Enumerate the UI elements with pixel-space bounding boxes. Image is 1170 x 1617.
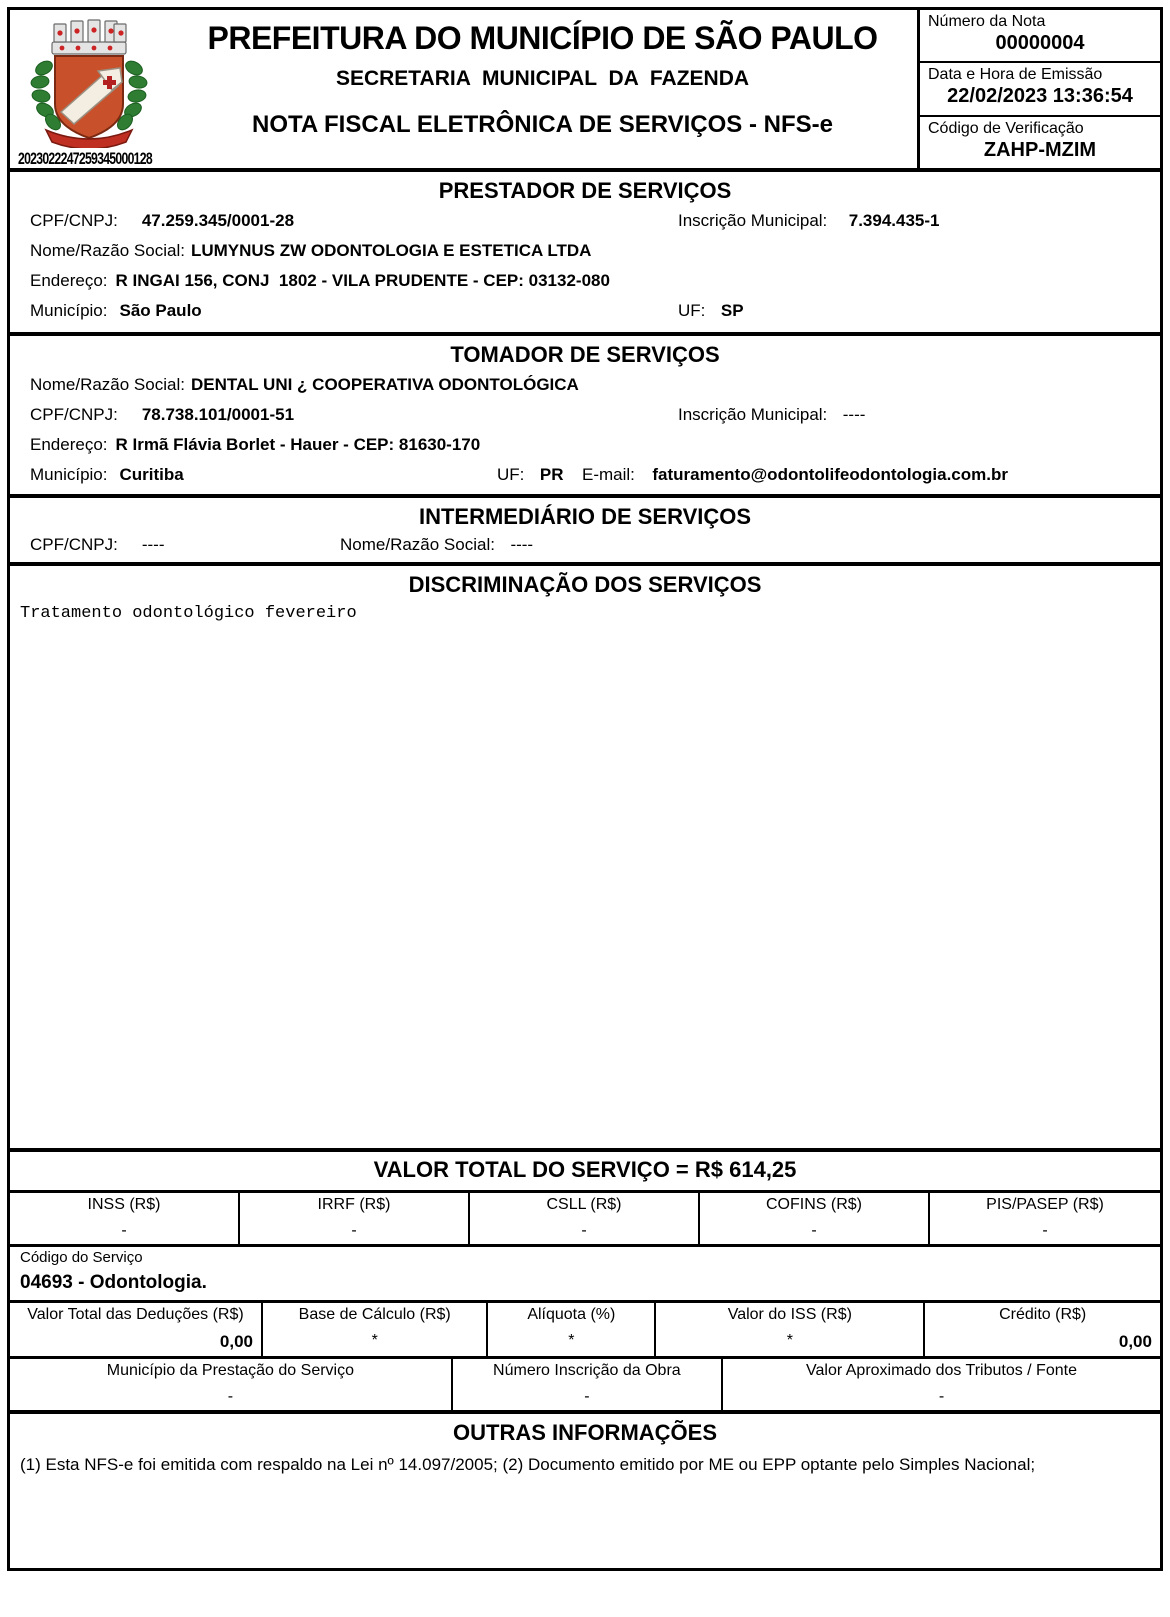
prestador-uf-value: SP [720,301,744,320]
municipio-prestacao-value: - [227,1388,234,1405]
tomador-cpf-label: CPF/CNPJ: [30,405,118,424]
municipio-prestacao-label: Município da Prestação do Serviço [106,1362,354,1379]
tax-pispasep-label: PIS/PASEP (R$) [986,1196,1104,1213]
prestador-im-label: Inscrição Municipal: [678,211,828,230]
tax-inss-label: INSS (R$) [87,1196,161,1213]
tax-cofins-value: - [811,1222,817,1239]
aliquota-label: Alíquota (%) [527,1306,616,1323]
tomador-cpf-row [10,400,1160,430]
tomador-im-label: Inscrição Municipal: [678,405,828,424]
prestador-endereco-value: R INGAI 156, CONJ 1802 - VILA PRUDENTE - CEP: 03132-080 [115,271,610,290]
tax-pispasep-value: - [1042,1222,1048,1239]
tax-csll-label: CSLL (R$) [546,1196,622,1213]
tomador-uf-label: UF: [497,465,525,484]
prestador-cpf-row [10,206,1160,236]
prestador-endereco-label: Endereço: [30,271,108,290]
tax-cell-inss [10,1193,240,1244]
base-calculo-cell [263,1303,488,1356]
tomador-cpf-value: 78.738.101/0001-51 [141,405,295,424]
intermediario-nome-value: ---- [510,535,534,554]
tax-csll-value: - [581,1222,587,1239]
tomador-municipio-label: Município: [30,465,108,484]
valor-total-line: VALOR TOTAL DO SERVIÇO = R$ 614,25 [10,1152,1160,1193]
tributos-fonte-label: Valor Aproximado dos Tributos / Fonte [806,1362,1077,1379]
header-subtitle: SECRETARIA MUNICIPAL DA FAZENDA [335,67,750,90]
nota-number-value: 00000004 [995,32,1085,54]
tomador-section [10,336,1160,498]
verification-code-label: Código de Verificação [928,119,1084,137]
outras-informacoes-section [10,1410,1160,1568]
tomador-email-label: E-mail: [582,465,635,484]
tomador-nome-value: DENTAL UNI ¿ COOPERATIVA ODONTOLÓGICA [190,375,579,394]
tomador-nome-row [10,370,1160,400]
credito-cell [925,1303,1160,1356]
tax-table [10,1193,1160,1247]
tomador-im-value: ---- [842,405,866,424]
aliquota-value: * [568,1332,575,1349]
tomador-nome-label: Nome/Razão Social: [30,375,185,394]
tax-irrf-value: - [351,1222,357,1239]
aliquota-cell [488,1303,656,1356]
valor-iss-label: Valor do ISS (R$) [727,1306,852,1323]
credito-label: Crédito (R$) [999,1306,1087,1323]
nota-number-label: Número da Nota [928,13,1046,30]
emission-datetime-box [920,63,1160,116]
prestador-im-value: 7.394.435-1 [848,211,940,230]
document-title: NOTA FISCAL ELETRÔNICA DE SERVIÇOS - NFS-e [252,111,833,138]
tax-inss-value: - [121,1222,127,1239]
tomador-endereco-value: R Irmã Flávia Borlet - Hauer - CEP: 81630-170 [115,435,481,454]
inscricao-obra-cell [453,1359,723,1410]
prestador-title: PRESTADOR DE SERVIÇOS [438,178,732,203]
prestador-uf-label: UF: [678,301,706,320]
intermediario-title: INTERMEDIÁRIO DE SERVIÇOS [418,504,752,529]
header-titles [168,10,917,168]
prestador-cpf-label: CPF/CNPJ: [30,211,118,230]
emission-datetime-label: Data e Hora de Emissão [928,66,1103,84]
base-calculo-value: * [371,1332,378,1349]
outras-informacoes-title: OUTRAS INFORMAÇÕES [453,1420,717,1445]
verification-code-value: ZAHP-MZIM [983,138,1097,161]
discriminacao-text: Tratamento odontológico fevereiro [20,604,357,623]
outras-informacoes-text: (1) Esta NFS-e foi emitida com respaldo na Lei nº 14.097/2005; (2) Documento emitido por ME ou EPP optante pelo Simples Nacional; [20,1455,1036,1474]
deducoes-table [10,1303,1160,1359]
tax-irrf-label: IRRF (R$) [317,1196,391,1213]
tomador-uf-value: PR [539,465,564,484]
tax-cell-pispasep [930,1193,1160,1244]
valor-iss-value: * [786,1332,793,1349]
deducoes-cell [10,1303,263,1356]
prestador-nome-label: Nome/Razão Social: [30,241,185,260]
credito-value: 0,00 [1118,1332,1152,1351]
logo-area [10,10,168,168]
codigo-servico-box [10,1247,1160,1303]
discriminacao-title: DISCRIMINAÇÃO DOS SERVIÇOS [408,572,762,597]
tomador-municipio-value: Curitiba [119,465,184,484]
deducoes-label: Valor Total das Deduções (R$) [27,1306,244,1323]
intermediario-cpf-row [10,532,1160,560]
municipio-prestacao-table [10,1359,1160,1410]
tomador-email-value: faturamento@odontolifeodontologia.com.br [652,465,1008,484]
tax-cell-csll [470,1193,700,1244]
header-left [10,10,917,168]
deducoes-value: 0,00 [219,1332,253,1351]
codigo-servico-value: 04693 - Odontologia. [20,1272,207,1293]
prestador-section [10,172,1160,336]
tax-cell-irrf [240,1193,470,1244]
nfse-document [7,7,1163,1571]
prestador-endereco-row [10,266,1160,296]
tomador-endereco-label: Endereço: [30,435,108,454]
tributos-fonte-cell [723,1359,1160,1410]
tomador-municipio-row [10,460,1160,490]
inscricao-obra-label: Número Inscrição da Obra [493,1362,681,1379]
inscricao-obra-value: - [584,1388,590,1405]
tomador-title: TOMADOR DE SERVIÇOS [450,342,720,367]
intermediario-nome-label: Nome/Razão Social: [340,535,495,554]
tax-cofins-label: COFINS (R$) [766,1196,862,1213]
prestador-nome-value: LUMYNUS ZW ODONTOLOGIA E ESTETICA LTDA [190,241,592,260]
sao-paulo-coat-of-arms-icon [28,16,150,148]
prestador-cpf-value: 47.259.345/0001-28 [141,211,295,230]
nota-number-box [920,10,1160,63]
emission-datetime-value: 22/02/2023 13:36:54 [947,85,1133,108]
valores-section [10,1152,1160,1410]
barcode-number: 2023022247259345000128 [18,149,152,168]
intermediario-section [10,498,1160,566]
municipio-prestacao-cell [10,1359,453,1410]
header-section [10,10,1160,172]
base-calculo-label: Base de Cálculo (R$) [298,1306,451,1323]
tomador-endereco-row [10,430,1160,460]
prestador-municipio-value: São Paulo [119,301,202,320]
codigo-servico-label: Código do Serviço [20,1249,143,1266]
prestador-municipio-row [10,296,1160,326]
verification-code-box [920,117,1160,168]
page-title: PREFEITURA DO MUNICÍPIO DE SÃO PAULO [207,20,878,56]
intermediario-cpf-value: ---- [141,535,165,554]
discriminacao-section [10,566,1160,1152]
valor-iss-cell [656,1303,925,1356]
prestador-nome-row [10,236,1160,266]
header-info-panel [917,10,1160,168]
tax-cell-cofins [700,1193,930,1244]
prestador-municipio-label: Município: [30,301,108,320]
intermediario-cpf-label: CPF/CNPJ: [30,535,118,554]
tributos-fonte-value: - [938,1388,945,1405]
